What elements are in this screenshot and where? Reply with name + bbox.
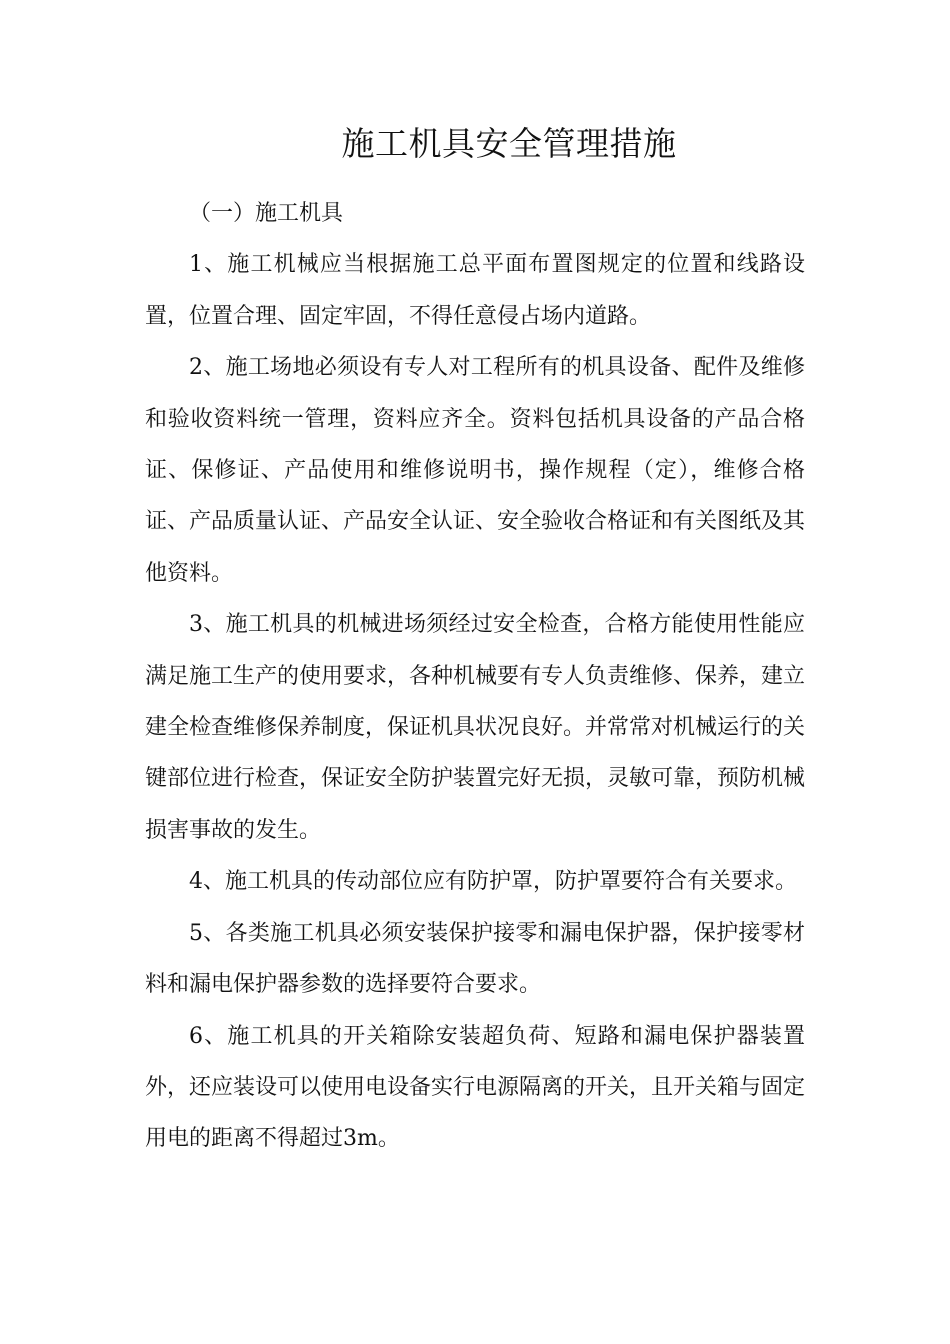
paragraph-4: 4、施工机具的传动部位应有防护罩，防护罩要符合有关要求。 xyxy=(189,869,797,895)
section-heading: （一）施工机具 xyxy=(189,201,344,226)
paragraph-2: 2、施工场地必须设有专人对工程所有的机具设备、配件及维修和验收资料统一管理，资料应齐全。资料包括机具设备的产品合格证、保修证、产品使用和维修说明书，操作规程（定），维修合格证、产品质量认证、产品安全认证、安全验收合格证和有关图纸及其他资料。 xyxy=(145,355,806,586)
document-title: 施工机具安全管理措施 xyxy=(341,124,677,163)
paragraph-5: 5、各类施工机具必须安装保护接零和漏电保护器，保护接零材料和漏电保护器参数的选择要符合要求。 xyxy=(145,920,805,998)
document-body xyxy=(145,188,805,1165)
paragraph-6: 6、施工机具的开关箱除安装超负荷、短路和漏电保护器装置外，还应装设可以使用电设备实行电源隔离的开关，且开关箱与固定用电的距离不得超过3m。 xyxy=(145,1023,806,1152)
paragraph-3: 3、施工机具的机械进场须经过安全检查，合格方能使用性能应满足施工生产的使用要求，各种机械要有专人负责维修、保养，建立建全检查维修保养制度，保证机具状况良好。并常常对机械运行的关键部位进行检查，保证安全防护装置完好无损，灵敏可靠，预防机械损害事故的发生。 xyxy=(145,612,806,843)
paragraph-1: 1、施工机械应当根据施工总平面布置图规定的位置和线路设置，位置合理、固定牢固，不得任意侵占场内道路。 xyxy=(145,252,805,329)
